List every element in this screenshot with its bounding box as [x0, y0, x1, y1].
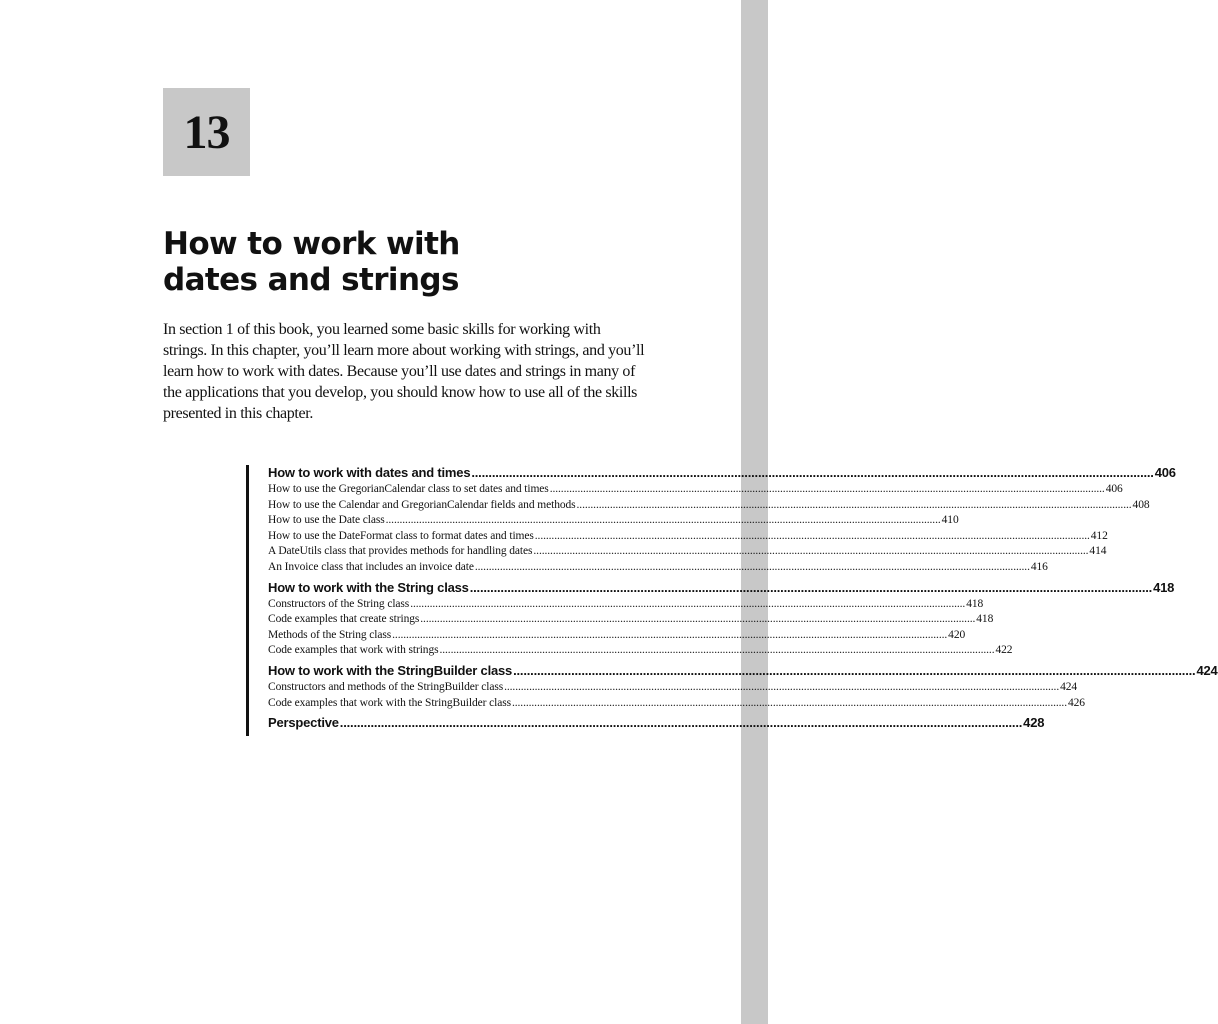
toc-dot-leader: ........................................................................................................................................................................................................ [513, 663, 1196, 678]
toc-entry-label: Code examples that work with the StringBuilder class [268, 696, 511, 709]
toc-page-number: 420 [948, 628, 966, 641]
toc-entry-label: Constructors of the String class [268, 597, 410, 610]
toc-sub-entry [268, 561, 1048, 573]
toc-sub-entry [268, 529, 1108, 542]
page-edge-bar [741, 0, 768, 1024]
toc-dot-leader: ........................................................................................................................................................................................................ [392, 628, 948, 641]
toc-section-entry [268, 579, 1175, 595]
toc-page-number: 428 [1023, 715, 1045, 731]
intro-paragraph [163, 319, 663, 424]
toc-sub-entry [268, 545, 1107, 558]
toc-dot-leader: ........................................................................................................................................................................................................ [533, 545, 1089, 558]
toc-entry-label: How to use the GregorianCalendar class to set dates and times [268, 483, 549, 495]
toc-entry-label: How to use the DateFormat class to format dates and times [268, 529, 534, 542]
toc-dot-leader: ........................................................................................................................................................................................................ [339, 715, 1023, 731]
toc-page-number: 418 [966, 597, 984, 610]
toc-entry-label: Perspective [268, 715, 339, 731]
toc-page-number: 408 [1132, 498, 1150, 511]
toc-entry-label: How to use the Date class [268, 514, 385, 527]
toc-section-entry [268, 663, 1218, 678]
toc-sub-entry [268, 696, 1085, 709]
toc-page-number: 414 [1089, 545, 1107, 558]
table-of-contents [246, 465, 1218, 736]
toc-sub-entry [268, 483, 1123, 495]
toc-dot-leader: ........................................................................................................................................................................................................ [511, 696, 1067, 709]
toc-entry-label: Code examples that work with strings [268, 644, 439, 657]
toc-dot-leader: ........................................................................................................................................................................................................ [549, 483, 1105, 495]
chapter-number-box [163, 88, 250, 176]
toc-entry-label: How to work with dates and times [268, 465, 471, 480]
toc-dot-leader: ........................................................................................................................................................................................................ [385, 514, 941, 527]
intro-line: learn how to work with dates. Because you’ll use dates and strings in many of [163, 363, 636, 380]
intro-line: strings. In this chapter, you’ll learn more about working with strings, and you’ll [163, 342, 645, 359]
toc-entry-label: How to use the Calendar and GregorianCalendar fields and methods [268, 498, 576, 511]
toc-dot-leader: ........................................................................................................................................................................................................ [576, 498, 1132, 511]
toc-dot-leader: ........................................................................................................................................................................................................ [469, 579, 1153, 595]
intro-line: the applications that you develop, you should know how to use all of the skills [163, 384, 638, 401]
intro-line: presented in this chapter. [163, 405, 313, 422]
toc-page-number: 406 [1154, 465, 1176, 480]
toc-sub-entry [268, 514, 959, 527]
toc-page-number: 416 [1030, 561, 1048, 573]
toc-sub-entry [268, 681, 1078, 693]
toc-dot-leader: ........................................................................................................................................................................................................ [471, 465, 1154, 480]
toc-sub-entry [268, 498, 1150, 511]
intro-line: In section 1 of this book, you learned some basic skills for working with [163, 321, 601, 338]
chapter-title-line: dates and strings [163, 262, 459, 298]
toc-page-number: 418 [1153, 579, 1175, 595]
toc-page-number: 406 [1105, 483, 1123, 495]
chapter-number: 13 [183, 105, 230, 159]
toc-page-number: 412 [1090, 529, 1108, 542]
toc-entry-label: How to work with the StringBuilder class [268, 663, 513, 678]
toc-sub-entry [268, 628, 966, 641]
toc-dot-leader: ........................................................................................................................................................................................................ [420, 613, 976, 626]
toc-entry-label: Code examples that create strings [268, 613, 420, 626]
toc-page-number: 418 [976, 613, 994, 626]
toc-section-entry [268, 715, 1045, 731]
toc-page-number: 424 [1196, 663, 1218, 678]
toc-entry-label: How to work with the String class [268, 579, 469, 595]
toc-sub-entry [268, 597, 984, 610]
chapter-title [163, 226, 723, 298]
toc-sub-entry [268, 613, 994, 626]
toc-entry-label: Methods of the String class [268, 628, 392, 641]
toc-dot-leader: ........................................................................................................................................................................................................ [504, 681, 1060, 693]
toc-page-number: 424 [1060, 681, 1078, 693]
toc-section-entry [268, 465, 1176, 480]
chapter-title-line: How to work with [163, 226, 460, 262]
toc-dot-leader: ........................................................................................................................................................................................................ [439, 644, 995, 657]
toc-page-number: 422 [995, 644, 1013, 657]
toc-sub-entry [268, 644, 1013, 657]
toc-dot-leader: ........................................................................................................................................................................................................ [410, 597, 966, 610]
toc-dot-leader: ........................................................................................................................................................................................................ [534, 529, 1090, 542]
toc-page-number: 410 [941, 514, 959, 527]
toc-dot-leader: ........................................................................................................................................................................................................ [474, 561, 1030, 573]
toc-entry-label: An Invoice class that includes an invoice date [268, 561, 474, 573]
toc-page-number: 426 [1067, 696, 1085, 709]
toc-entry-label: A DateUtils class that provides methods for handling dates [268, 545, 533, 558]
toc-entry-label: Constructors and methods of the StringBuilder class [268, 681, 504, 693]
